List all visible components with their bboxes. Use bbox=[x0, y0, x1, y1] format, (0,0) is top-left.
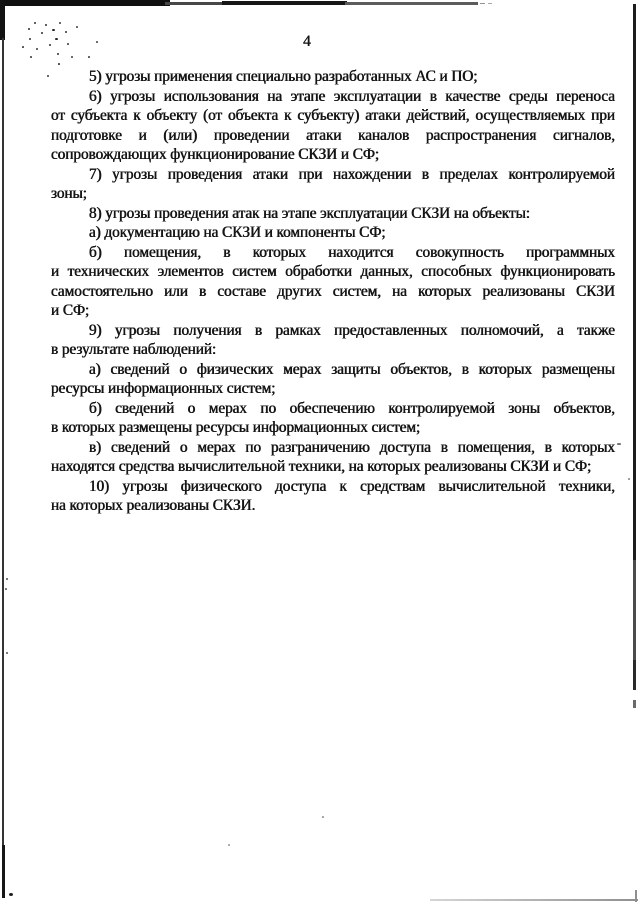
scan-speckle bbox=[49, 44, 51, 46]
paragraph bbox=[51, 438, 615, 477]
scan-speckle bbox=[322, 816, 324, 818]
text-line: находятся средства вычислительной техники, на которых реализованы СКЗИ и СФ; bbox=[51, 458, 592, 475]
scan-speckle bbox=[96, 41, 98, 43]
scan-border-right bbox=[633, 560, 636, 660]
scan-border-left bbox=[2, 38, 4, 848]
text-line: а) сведений о физических мерах защиты объектов, в которых размещены bbox=[89, 360, 615, 378]
text-line: 6) угрозы использования на этапе эксплуатации в качестве среды переноса bbox=[89, 87, 615, 105]
scan-speckle bbox=[59, 22, 61, 24]
scan-speckle bbox=[47, 75, 49, 77]
text-line: 7) угрозы проведения атаки при нахождении в пределах контролируемой bbox=[89, 165, 615, 183]
document-body bbox=[51, 67, 615, 516]
scan-border-top bbox=[222, 1, 347, 5]
scan-border-bottom bbox=[430, 899, 638, 901]
scan-border-top-dash bbox=[488, 3, 492, 5]
scan-speckle bbox=[30, 56, 32, 58]
text-line: сопровождающих функционирование СКЗИ и СФ; bbox=[51, 146, 380, 163]
scan-speckle bbox=[22, 46, 24, 48]
scan-speckle bbox=[34, 22, 36, 24]
scan-speckle bbox=[36, 48, 38, 50]
paragraph bbox=[51, 223, 615, 243]
scan-border-top bbox=[165, 2, 227, 5]
scan-speckle bbox=[88, 56, 90, 58]
text-line: и СФ; bbox=[51, 302, 90, 319]
text-line: 10) угрозы физического доступа к средствам вычислительной техники, bbox=[89, 477, 615, 495]
text-line: самостоятельно или в составе других систем, на которых реализованы СКЗИ bbox=[51, 282, 615, 300]
paragraph bbox=[51, 477, 615, 516]
scan-speckle bbox=[28, 28, 30, 30]
scan-border-right bbox=[633, 660, 636, 690]
scan-speckle bbox=[41, 32, 43, 34]
scan-speckle bbox=[29, 38, 31, 40]
scan-speckle bbox=[628, 478, 630, 480]
scan-speckle bbox=[6, 578, 8, 580]
scan-speckle bbox=[65, 31, 67, 33]
scan-speckle bbox=[5, 588, 7, 590]
text-line: подготовке и (или) проведении атаки каналов распространения сигналов, bbox=[51, 126, 615, 144]
scan-speckle bbox=[55, 38, 58, 40]
paragraph bbox=[51, 399, 615, 438]
paragraph bbox=[51, 321, 615, 360]
paragraph bbox=[51, 204, 615, 224]
scan-border-right bbox=[633, 700, 636, 708]
text-line: б) сведений о мерах по обеспечению контролируемой зоны объектов, bbox=[89, 399, 615, 417]
text-line: 9) угрозы получения в рамках предоставленных полномочий, а также bbox=[89, 321, 615, 339]
scan-speckle bbox=[45, 24, 47, 26]
text-line: и технических элементов систем обработки данных, способных функционировать bbox=[51, 263, 615, 280]
paragraph bbox=[51, 67, 615, 87]
paragraph bbox=[51, 243, 615, 321]
text-line: от субъекта к объекту (от объекта к субъекту) атаки действий, осуществляемых при bbox=[51, 107, 615, 124]
text-line: на которых реализованы СКЗИ. bbox=[51, 497, 256, 514]
text-line: 8) угрозы проведения атак на этапе эксплуатации СКЗИ на объекты: bbox=[89, 204, 530, 222]
text-line: в) сведений о мерах по разграничению доступа в помещения, в которых bbox=[89, 438, 615, 456]
text-line: а) документацию на СКЗИ и компоненты СФ; bbox=[89, 224, 386, 241]
scan-speckle bbox=[52, 29, 55, 31]
text-line: б) помещения, в которых находится совокупность программных bbox=[89, 243, 615, 261]
text-line: ресурсы информационных систем; bbox=[51, 380, 276, 397]
scan-speckle bbox=[67, 43, 69, 45]
scan-speckle bbox=[58, 63, 60, 65]
page-number: 4 bbox=[303, 33, 311, 50]
scan-speckle bbox=[9, 893, 13, 896]
scan-speckle bbox=[57, 53, 59, 55]
scan-border-top-dash bbox=[480, 3, 485, 5]
scan-speckle bbox=[617, 443, 621, 445]
text-line: 5) угрозы применения специально разработанных АС и ПО; bbox=[89, 68, 478, 85]
scan-border-bottom bbox=[635, 890, 637, 902]
scan-border-left bbox=[2, 845, 5, 898]
scan-speckle bbox=[71, 56, 73, 58]
text-line: в которых размещены ресурсы информационных систем; bbox=[51, 419, 421, 436]
paragraph bbox=[51, 87, 615, 165]
scan-border-right bbox=[633, 4, 636, 560]
paragraph bbox=[51, 360, 615, 399]
scan-speckle bbox=[6, 652, 8, 654]
scan-speckle bbox=[228, 844, 230, 846]
scan-border-top bbox=[0, 0, 170, 6]
text-line: зоны; bbox=[51, 185, 87, 202]
text-line: в результате наблюдений: bbox=[51, 341, 217, 358]
scan-border-top bbox=[345, 2, 478, 4]
scan-speckle bbox=[76, 26, 78, 28]
paragraph bbox=[51, 165, 615, 204]
